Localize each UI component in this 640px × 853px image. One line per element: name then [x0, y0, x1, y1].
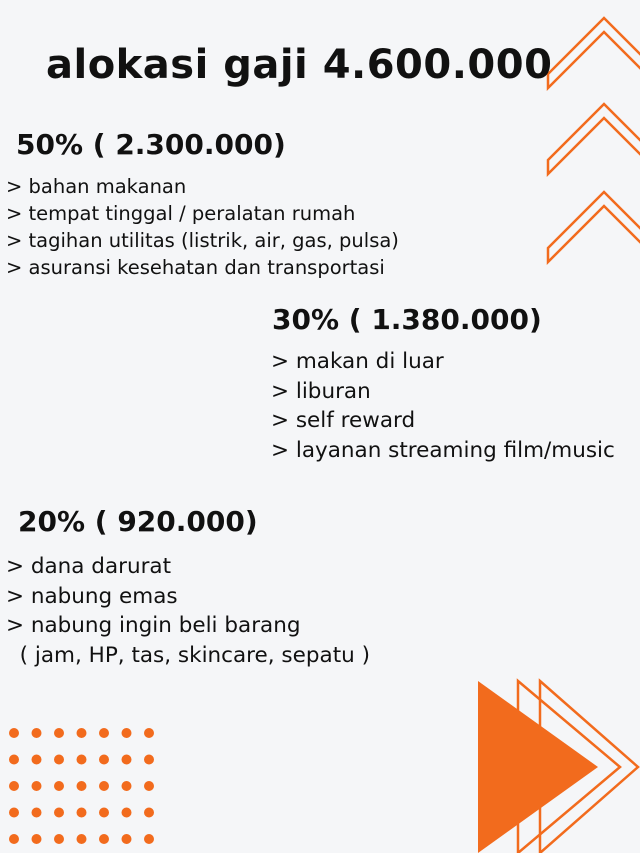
dot	[32, 755, 42, 765]
list-item: > bahan makanan	[6, 175, 187, 198]
chevron-outline-icon	[548, 18, 640, 88]
dot	[144, 808, 154, 818]
dot	[32, 834, 42, 844]
chevron-outline-icon	[548, 192, 640, 262]
list-item: > dana darurat	[6, 554, 172, 579]
dot	[122, 728, 132, 738]
list-item: > asuransi kesehatan dan transportasi	[6, 256, 385, 279]
dot	[77, 781, 87, 791]
dot	[9, 834, 19, 844]
dot	[77, 834, 87, 844]
section-list-50-percent	[6, 173, 399, 281]
dot	[122, 755, 132, 765]
dot	[54, 834, 64, 844]
dot	[99, 834, 109, 844]
list-item: > nabung emas	[6, 583, 178, 609]
play-triangle-icon	[478, 681, 598, 853]
section-heading-30-percent: 30% ( 1.380.000)	[272, 303, 542, 336]
dot	[9, 781, 19, 791]
dot	[99, 755, 109, 765]
dot	[99, 808, 109, 818]
dot	[144, 728, 154, 738]
dot	[9, 755, 19, 765]
list-item: > nabung ingin beli barang	[6, 613, 301, 638]
dot	[122, 781, 132, 791]
dot-grid	[0, 720, 170, 853]
dot	[54, 781, 64, 791]
list-item: > tempat tinggal / peralatan rumah	[6, 202, 356, 225]
dot	[32, 808, 42, 818]
dot	[54, 808, 64, 818]
section-heading-20-percent: 20% ( 920.000)	[18, 505, 258, 538]
section-list-30-percent	[271, 347, 615, 465]
dot	[144, 755, 154, 765]
dot	[54, 755, 64, 765]
dot	[9, 728, 19, 738]
play-decoration-bottom-right	[470, 675, 640, 853]
section-heading-50-percent: 50% ( 2.300.000)	[16, 128, 286, 161]
list-item: ( jam, HP, tas, skincare, sepatu )	[6, 642, 370, 668]
dot	[32, 728, 42, 738]
dot	[144, 834, 154, 844]
list-item: > layanan streaming film/music	[271, 437, 615, 463]
section-list-20-percent	[6, 552, 370, 670]
dot	[54, 728, 64, 738]
chevron-decoration-top-right	[540, 0, 640, 270]
dot	[77, 755, 87, 765]
dot	[122, 834, 132, 844]
list-item: > liburan	[271, 378, 371, 404]
dot	[77, 808, 87, 818]
page-title: alokasi gaji 4.600.000	[46, 42, 553, 88]
dot	[144, 781, 154, 791]
dot	[32, 781, 42, 791]
list-item: > self reward	[271, 408, 416, 433]
dot	[122, 808, 132, 818]
dot	[99, 728, 109, 738]
list-item: > tagihan utilitas (listrik, air, gas, pulsa)	[6, 229, 399, 252]
dot	[77, 728, 87, 738]
dot	[9, 808, 19, 818]
dot	[99, 781, 109, 791]
list-item: > makan di luar	[271, 349, 444, 374]
chevron-outline-icon	[548, 104, 640, 174]
